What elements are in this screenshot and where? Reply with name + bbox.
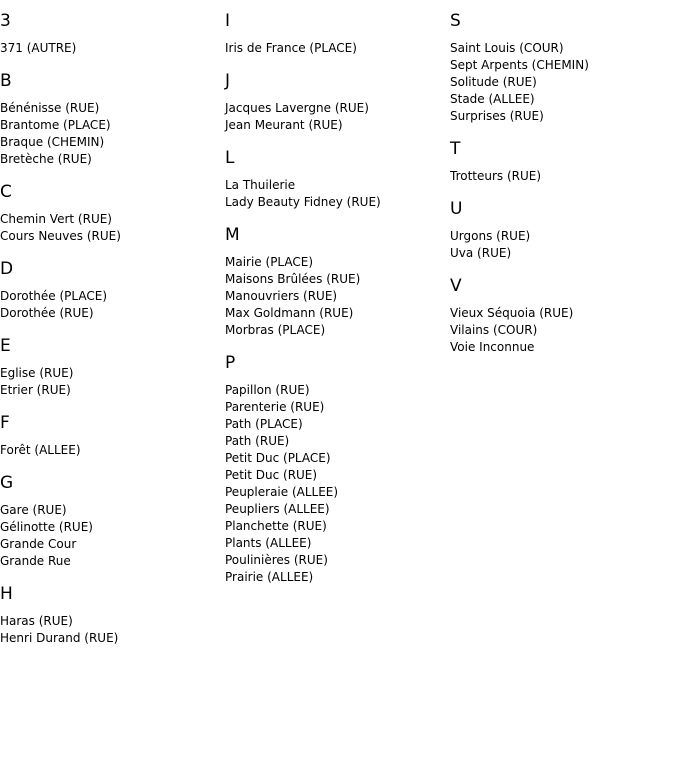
street-link[interactable]: Manouvriers (RUE): [225, 289, 338, 303]
street-column-3: [450, 0, 670, 369]
letter-group: [0, 258, 220, 322]
letter-heading: P: [225, 353, 236, 373]
letter-group: [450, 198, 670, 262]
street-link[interactable]: Max Goldmann (RUE): [225, 306, 354, 320]
street-link[interactable]: Lady Beauty Fidney (RUE): [225, 195, 381, 209]
letter-group: [0, 472, 220, 570]
letter-group: [450, 138, 670, 185]
street-link[interactable]: Braque (CHEMIN): [0, 135, 105, 149]
letter-heading: 3: [0, 11, 11, 31]
street-link[interactable]: Grande Cour: [0, 537, 77, 551]
street-list: [225, 40, 445, 57]
letter-group: [225, 224, 445, 339]
street-list: [0, 442, 220, 459]
street-list: [0, 288, 220, 322]
street-link[interactable]: Solitude (RUE): [450, 75, 537, 89]
letter-heading: F: [0, 413, 10, 433]
street-column-1: [0, 0, 220, 660]
letter-heading: U: [450, 199, 463, 219]
letter-group: [0, 10, 220, 57]
street-link[interactable]: Etrier (RUE): [0, 383, 71, 397]
street-link[interactable]: Forêt (ALLEE): [0, 443, 81, 457]
street-link[interactable]: Petit Duc (RUE): [225, 468, 318, 482]
letter-heading: G: [0, 473, 14, 493]
letter-heading: E: [0, 336, 11, 356]
street-link[interactable]: Iris de France (PLACE): [225, 41, 357, 55]
street-link[interactable]: Prairie (ALLEE): [225, 570, 314, 584]
street-link[interactable]: Poulinières (RUE): [225, 553, 328, 567]
street-link[interactable]: Stade (ALLEE): [450, 92, 535, 106]
street-link[interactable]: Petit Duc (PLACE): [225, 451, 331, 465]
street-list: [225, 177, 445, 211]
letter-group: [225, 70, 445, 134]
letter-heading: B: [0, 71, 12, 91]
street-list: [0, 365, 220, 399]
street-link[interactable]: Grande Rue: [0, 554, 71, 568]
street-list: [450, 228, 670, 262]
street-link[interactable]: Cours Neuves (RUE): [0, 229, 121, 243]
street-link[interactable]: Uva (RUE): [450, 246, 512, 260]
street-link[interactable]: Maisons Brûlées (RUE): [225, 272, 361, 286]
letter-group: [0, 70, 220, 168]
street-link[interactable]: La Thuilerie: [225, 178, 296, 192]
street-list: [0, 211, 220, 245]
street-link[interactable]: Planchette (RUE): [225, 519, 327, 533]
street-list: [0, 100, 220, 168]
street-link[interactable]: Jean Meurant (RUE): [225, 118, 343, 132]
street-link[interactable]: Gare (RUE): [0, 503, 67, 517]
street-list: [0, 613, 220, 647]
street-link[interactable]: Dorothée (PLACE): [0, 289, 108, 303]
letter-heading: H: [0, 584, 13, 604]
street-list: [450, 40, 670, 125]
letter-heading: I: [225, 11, 231, 31]
street-link[interactable]: Bretèche (RUE): [0, 152, 92, 166]
street-link[interactable]: Bénénisse (RUE): [0, 101, 100, 115]
letter-group: [225, 147, 445, 211]
street-list: [450, 305, 670, 356]
street-link[interactable]: Parenterie (RUE): [225, 400, 325, 414]
letter-group: [0, 583, 220, 647]
street-list: [450, 168, 670, 185]
letter-group: [450, 275, 670, 356]
letter-group: [450, 10, 670, 125]
street-column-2: [225, 0, 445, 599]
street-link[interactable]: Chemin Vert (RUE): [0, 212, 112, 226]
street-link[interactable]: Trotteurs (RUE): [450, 169, 542, 183]
street-link[interactable]: Papillon (RUE): [225, 383, 310, 397]
street-link[interactable]: Sept Arpents (CHEMIN): [450, 58, 589, 72]
street-link[interactable]: Path (PLACE): [225, 417, 303, 431]
street-list: [225, 254, 445, 339]
street-link[interactable]: Plants (ALLEE): [225, 536, 312, 550]
street-link[interactable]: Jacques Lavergne (RUE): [225, 101, 369, 115]
street-link[interactable]: Morbras (PLACE): [225, 323, 326, 337]
street-link[interactable]: 371 (AUTRE): [0, 41, 77, 55]
street-link[interactable]: Gélinotte (RUE): [0, 520, 93, 534]
street-link[interactable]: Voie Inconnue: [450, 340, 535, 354]
letter-group: [0, 412, 220, 459]
street-link[interactable]: Haras (RUE): [0, 614, 73, 628]
street-link[interactable]: Vilains (COUR): [450, 323, 538, 337]
letter-heading: D: [0, 259, 14, 279]
letter-group: [225, 352, 445, 586]
street-link[interactable]: Urgons (RUE): [450, 229, 531, 243]
street-link[interactable]: Surprises (RUE): [450, 109, 544, 123]
street-list: [0, 40, 220, 57]
street-link[interactable]: Mairie (PLACE): [225, 255, 314, 269]
street-list: [225, 100, 445, 134]
street-link[interactable]: Eglise (RUE): [0, 366, 74, 380]
street-link[interactable]: Path (RUE): [225, 434, 290, 448]
street-link[interactable]: Saint Louis (COUR): [450, 41, 564, 55]
street-link[interactable]: Henri Durand (RUE): [0, 631, 119, 645]
street-list: [225, 382, 445, 586]
letter-group: [0, 335, 220, 399]
letter-heading: J: [225, 71, 231, 91]
letter-heading: C: [0, 182, 12, 202]
letter-heading: T: [450, 139, 461, 159]
letter-heading: L: [225, 148, 235, 168]
street-link[interactable]: Dorothée (RUE): [0, 306, 94, 320]
street-list: [0, 502, 220, 570]
street-link[interactable]: Brantome (PLACE): [0, 118, 111, 132]
street-link[interactable]: Peupliers (ALLEE): [225, 502, 330, 516]
letter-heading: V: [450, 276, 462, 296]
street-link[interactable]: Peupleraie (ALLEE): [225, 485, 339, 499]
letter-group: [0, 181, 220, 245]
letter-heading: M: [225, 225, 240, 245]
letter-group: [225, 10, 445, 57]
letter-heading: S: [450, 11, 461, 31]
street-link[interactable]: Vieux Séquoia (RUE): [450, 306, 574, 320]
